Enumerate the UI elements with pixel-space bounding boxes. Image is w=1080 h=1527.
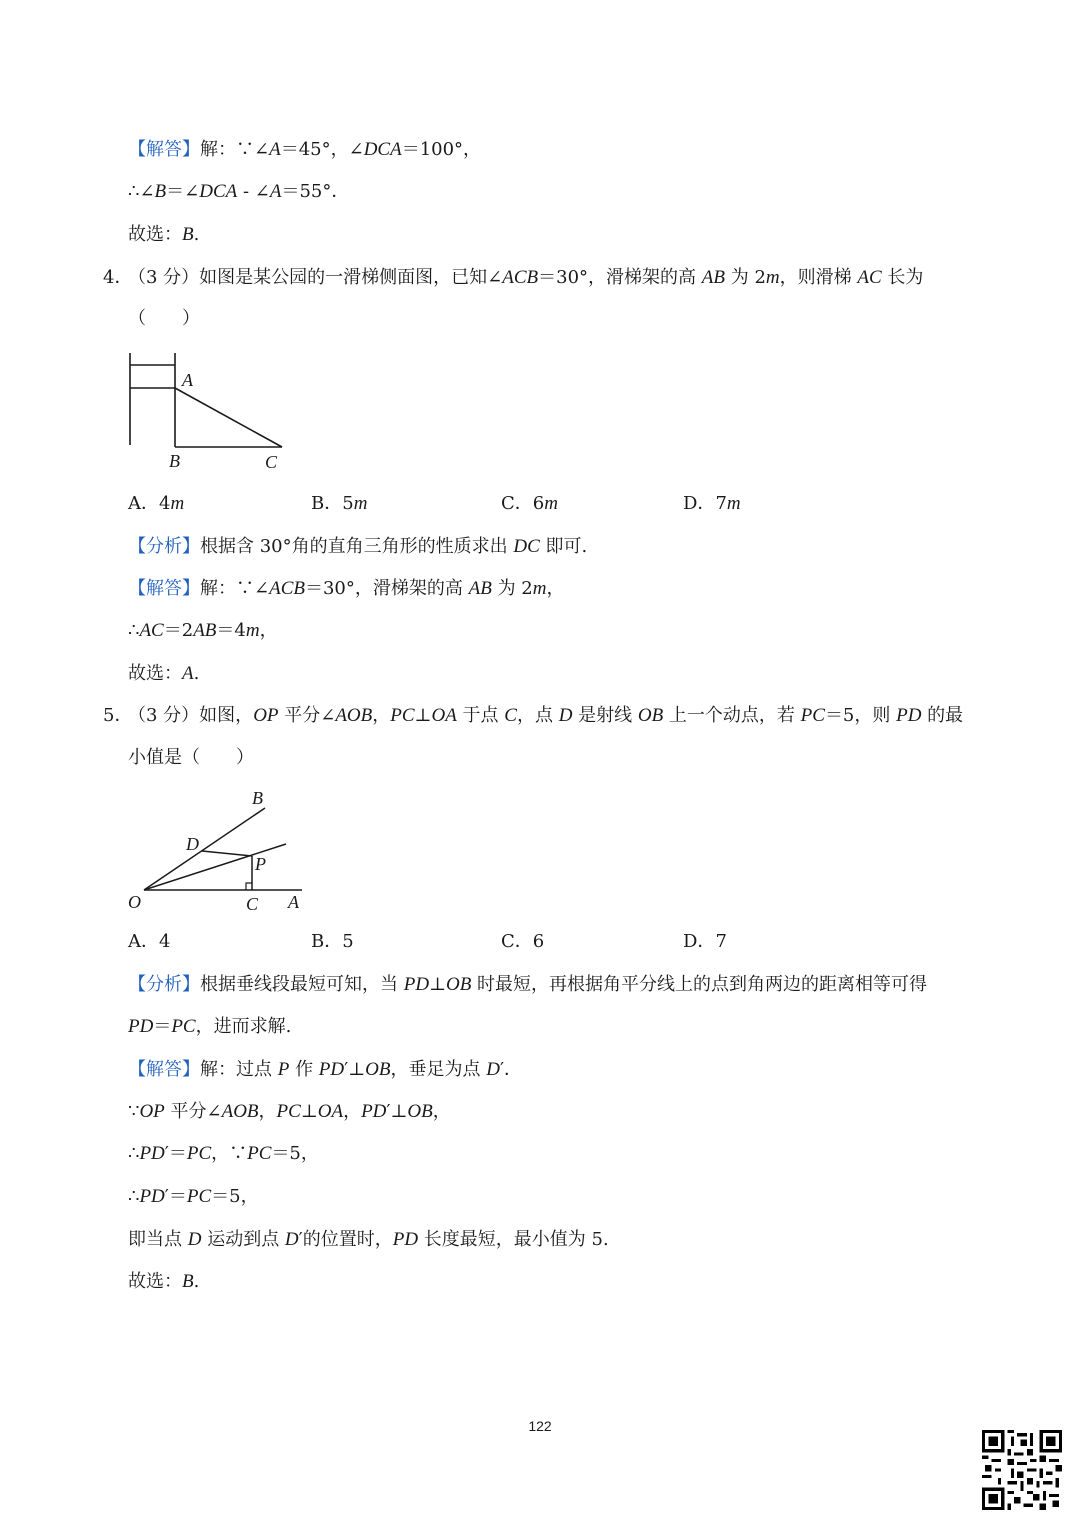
math-var: OA <box>317 1101 344 1122</box>
math-var: A <box>269 139 281 160</box>
text: ，则滑梯 <box>779 267 858 288</box>
text: ⊥ <box>429 974 446 995</box>
text: 上一个动点，若 <box>663 705 801 726</box>
text: ∴ <box>128 1143 140 1164</box>
q5-analysis-line-1 <box>128 973 927 997</box>
text: 故选： <box>128 1271 182 1292</box>
math-var: m <box>532 578 547 599</box>
label-a: A <box>182 370 193 390</box>
option-num: 6 <box>532 931 545 952</box>
label-p: P <box>255 854 266 874</box>
text: ，进而求解. <box>195 1016 292 1037</box>
math-var: P <box>277 1059 290 1080</box>
text: ′． <box>499 1059 523 1080</box>
math-var: PD <box>139 1143 165 1164</box>
math-var: PC <box>276 1101 301 1122</box>
q5-option-c <box>501 930 544 954</box>
text: ＝100°， <box>401 139 482 160</box>
math-var: DCA <box>363 139 402 160</box>
q4-slide-figure <box>120 345 295 475</box>
q5-option-b <box>311 930 354 954</box>
option-letter: C． <box>501 931 533 952</box>
label-b: B <box>252 788 263 808</box>
math-var: OA <box>431 705 457 726</box>
text: ＝30°，滑梯架的高 <box>304 578 469 599</box>
text: ′＝ <box>164 1186 187 1207</box>
text: ， <box>258 1101 277 1122</box>
math-var: PC <box>800 705 825 726</box>
option-letter: C． <box>501 493 533 514</box>
q4-option-a <box>128 492 184 516</box>
label-c: C <box>265 452 278 472</box>
q5-answer-line-1 <box>128 1058 522 1082</box>
q4-answer-line-1 <box>128 577 564 601</box>
math-var: PC <box>247 1143 272 1164</box>
math-var: AB <box>701 267 726 288</box>
q3-choice <box>128 223 199 247</box>
text: ′＝ <box>164 1143 187 1164</box>
text: 故选： <box>128 224 182 245</box>
option-num: 6 <box>532 493 545 514</box>
text: 为 2 <box>725 267 766 288</box>
text: ∴ <box>128 620 140 641</box>
text: ， <box>432 1101 451 1122</box>
answer-tag: 【解答】 <box>128 578 200 599</box>
option-unit: m <box>170 493 185 514</box>
text: . <box>193 663 200 684</box>
answer-tag: 【解答】 <box>128 139 200 160</box>
label-c: C <box>246 894 259 914</box>
text: ＝5， <box>211 1186 259 1207</box>
option-num: 5 <box>342 931 354 952</box>
slide-ac <box>175 388 282 447</box>
right-angle-mark <box>246 883 252 890</box>
q4-stem <box>128 266 923 290</box>
q4-analysis <box>128 535 587 559</box>
q3-answer-line-2 <box>128 180 349 204</box>
math-var: PD <box>361 1101 387 1122</box>
text: ＝45°，∠ <box>280 139 364 160</box>
text: ， <box>372 705 391 726</box>
option-letter: A． <box>128 493 159 514</box>
text: 解：过点 <box>200 1059 278 1080</box>
math-var: DCA <box>199 181 238 202</box>
text: ，垂足为点 <box>390 1059 487 1080</box>
option-num: 5 <box>342 493 354 514</box>
q4-option-b <box>311 492 367 516</box>
math-var: PC <box>171 1016 196 1037</box>
text: ∴ <box>128 1186 140 1207</box>
text: 平分∠ <box>164 1101 222 1122</box>
analysis-tag: 【分析】 <box>128 974 200 995</box>
math-var: PD <box>896 705 922 726</box>
math-var: OP <box>253 705 279 726</box>
text: ′⊥ <box>386 1101 408 1122</box>
label-o: O <box>128 892 141 912</box>
text: ＝2 <box>163 620 194 641</box>
qr-code-icon <box>982 1430 1062 1510</box>
q5-answer-line-5 <box>128 1228 609 1252</box>
math-var: D <box>558 705 573 726</box>
text: 运动到点 <box>201 1229 285 1250</box>
math-var: PD <box>128 1016 154 1037</box>
text: 的最 <box>921 705 964 726</box>
option-letter: D． <box>683 931 716 952</box>
text: ⊥ <box>414 705 432 726</box>
option-num: 4 <box>159 493 171 514</box>
answer-tag: 【解答】 <box>128 1059 200 1080</box>
q5-answer-line-3 <box>128 1142 319 1166</box>
text: 即当点 <box>128 1229 188 1250</box>
math-var: PD <box>403 974 430 995</box>
text: ， <box>546 578 565 599</box>
option-num: 4 <box>159 931 171 952</box>
option-unit: m <box>544 493 558 514</box>
math-var: AOB <box>335 705 373 726</box>
q4-option-d <box>683 492 741 516</box>
q4-option-c <box>501 492 558 516</box>
math-var: PD <box>318 1059 345 1080</box>
segment-dp <box>202 851 252 856</box>
math-var: A <box>269 181 282 202</box>
text: 作 <box>289 1059 319 1080</box>
math-var: ACB <box>269 578 305 599</box>
text: ⊥ <box>300 1101 318 1122</box>
math-var: AB <box>193 620 217 641</box>
q5-stem-line-2: 小值是（ ） <box>128 747 254 768</box>
option-unit: m <box>726 493 741 514</box>
label-a: A <box>288 892 299 912</box>
math-var: m <box>765 267 780 288</box>
text: 根据垂线段最短可知，当 <box>200 974 404 995</box>
math-var: B <box>182 224 194 245</box>
text: ， <box>343 1101 362 1122</box>
q5-analysis-line-2 <box>128 1015 291 1039</box>
text: （3 分）如图， <box>128 705 254 726</box>
text: ＝5，则 <box>824 705 897 726</box>
q4-answer-line-2 <box>128 619 278 643</box>
math-var: PC <box>390 705 415 726</box>
math-var: B <box>154 181 167 202</box>
text: ＝55°． <box>281 181 350 202</box>
math-var: PD <box>392 1229 419 1250</box>
option-num: 7 <box>715 493 727 514</box>
math-var: m <box>245 620 260 641</box>
math-var: PD <box>139 1186 165 1207</box>
math-var: OP <box>139 1101 165 1122</box>
math-var: B <box>182 1271 194 1292</box>
math-var: PC <box>186 1143 212 1164</box>
text: 解：∵∠ <box>200 578 270 599</box>
text: . <box>193 224 200 245</box>
math-var: D <box>284 1229 299 1250</box>
math-var: OB <box>407 1101 433 1122</box>
option-unit: m <box>353 493 368 514</box>
text: ＝4 <box>216 620 246 641</box>
option-num: 7 <box>715 931 727 952</box>
math-var: C <box>504 705 517 726</box>
math-var: D <box>187 1229 202 1250</box>
text: ＝5， <box>271 1143 319 1164</box>
text: 是射线 <box>572 705 638 726</box>
math-var: A <box>182 663 194 684</box>
text: - ∠ <box>237 181 270 202</box>
text: ＝∠ <box>166 181 200 202</box>
option-letter: B． <box>311 931 343 952</box>
text: ′的位置时， <box>298 1229 393 1250</box>
math-var: AB <box>468 578 492 599</box>
option-letter: B． <box>311 493 343 514</box>
ray-ob <box>144 808 265 890</box>
q5-choice <box>128 1270 199 1294</box>
option-letter: D． <box>683 493 716 514</box>
math-var: PC <box>186 1186 212 1207</box>
page-number: 122 <box>528 1418 552 1434</box>
text: ，∵ <box>211 1143 248 1164</box>
math-var: AOB <box>221 1101 259 1122</box>
math-var: OB <box>637 705 664 726</box>
text: ，点 <box>516 705 559 726</box>
math-var: AC <box>857 267 882 288</box>
q5-stem <box>128 704 963 728</box>
math-var: DC <box>513 536 540 557</box>
label-b: B <box>169 451 180 471</box>
q4-number: 4． <box>103 267 133 288</box>
text: 为 2 <box>491 578 533 599</box>
text: 长为 <box>881 267 924 288</box>
q5-answer-line-4 <box>128 1185 259 1209</box>
text: 长度最短，最小值为 5. <box>418 1229 609 1250</box>
text: （3 分）如图是某公园的一滑梯侧面图，已知∠ <box>128 267 503 288</box>
option-letter: A． <box>128 931 159 952</box>
math-var: OB <box>365 1059 391 1080</box>
text: ＝30°，滑梯架的高 <box>538 267 702 288</box>
text: 时最短，再根据角平分线上的点到角两边的距离相等可得 <box>471 974 928 995</box>
q3-answer-line-1 <box>128 138 481 162</box>
text: ∵ <box>128 1101 140 1122</box>
label-d: D <box>186 834 199 854</box>
math-var: OB <box>446 974 472 995</box>
q5-option-d <box>683 930 727 954</box>
text: 解：∵∠ <box>200 139 270 160</box>
math-var: D <box>486 1059 500 1080</box>
text: 即可. <box>539 536 588 557</box>
q5-number: 5． <box>103 705 133 726</box>
text: ∴∠ <box>128 181 155 202</box>
text: . <box>193 1271 200 1292</box>
text: 于点 <box>456 705 505 726</box>
analysis-tag: 【分析】 <box>128 536 200 557</box>
text: 根据含 30°角的直角三角形的性质求出 <box>200 536 514 557</box>
text: ， <box>259 620 278 641</box>
text: ′⊥ <box>344 1059 366 1080</box>
q5-option-a <box>128 930 170 954</box>
q4-paren: （ ） <box>128 308 200 329</box>
q5-angle-figure <box>120 782 310 917</box>
q4-choice <box>128 662 199 686</box>
text: 平分∠ <box>278 705 336 726</box>
text: 故选： <box>128 663 182 684</box>
text: ＝ <box>153 1016 172 1037</box>
math-var: ACB <box>502 267 539 288</box>
q5-answer-line-2 <box>128 1100 451 1124</box>
math-var: AC <box>139 620 164 641</box>
